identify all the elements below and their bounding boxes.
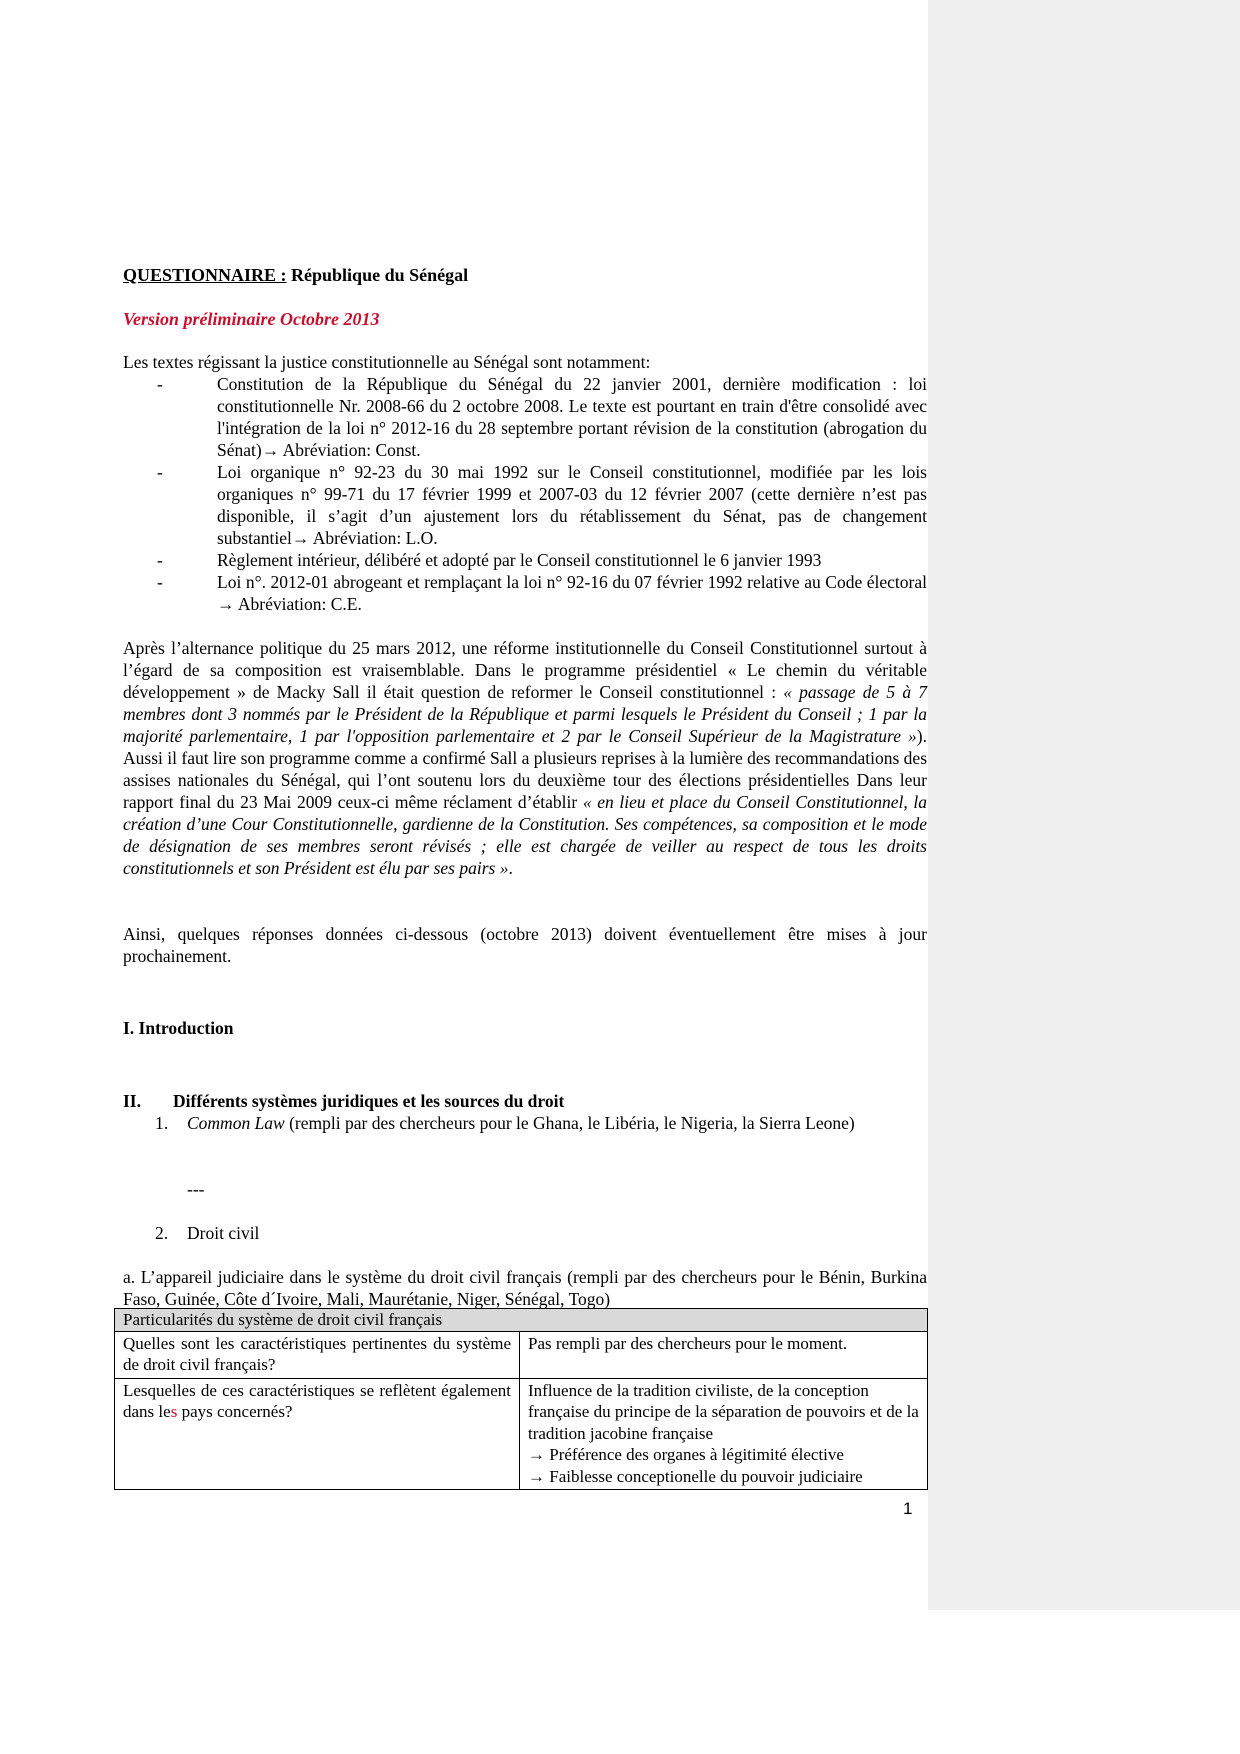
table-row — [115, 1331, 928, 1378]
document-title — [123, 264, 468, 286]
table-row — [115, 1378, 928, 1490]
list-item: - Constitution de la République du Sénégal du 22 janvier 2001, dernière modification : loi constitutionnelle Nr. 2008-66 du 2 octobre 2008. Le texte est pourtant en train d'être consolidé avec l'intégration de la loi n° 2012-16 du 28 septembre portant révision de la constitution (abrogation du Sénat)→ Abréviation: Const. — [157, 374, 927, 460]
intro-text: Les textes régissant la justice constitutionnelle au Sénégal sont notamment: — [123, 352, 651, 372]
table-cell-question: Lesquelles de ces caractéristiques se reflètent également dans les pays concernés? — [115, 1378, 520, 1490]
table-header: Particularités du système de droit civil français — [115, 1309, 928, 1332]
table-cell-answer: Pas rempli par des chercheurs pour le moment. — [520, 1331, 928, 1378]
page-number: 1 — [903, 1499, 913, 1518]
separator-text: --- — [187, 1179, 205, 1199]
update-note-paragraph: Ainsi, quelques réponses données ci-dessous (octobre 2013) doivent éventuellement être mises à jour prochainement. — [123, 924, 927, 966]
reform-paragraph: Après l’alternance politique du 25 mars 2012, une réforme institutionnelle du Conseil Constitutionnel surtout à l’égard de sa composition est vraisemblable. Dans le programme présidentiel « Le chemin du véritable développement » de Macky Sall il était question de reformer le Conseil constitutionnel : « passage de 5 à 7 membres dont 3 nommés par le Président de la République et parmi lesquels le Président du Conseil ; 1 par la majorité parlementaire, 1 par l'opposition parlementaire et 2 par le Conseil Supérieur de la Magistrature »). Aussi il faut lire son programme comme a confirmé Sall a plusieurs reprises à la lumière des recommandations des assises nationales du Sénégal, qui l’ont soutenu lors du deuxième tour des élections présidentielles Dans leur rapport final du 23 Mai 2009 ceux-ci même réclament d’établir « en lieu et place du Conseil Constitutionnel, la création d’une Cour Constitutionnelle, gardienne de la Constitution. Ses compétences, sa composition et le mode de désignation de ses membres seront révisés ; elle est chargée de veiller au respect de tous les droits constitutionnels et son Président est élu par ses pairs ». — [123, 638, 927, 878]
table-header-row — [115, 1309, 928, 1332]
legal-texts-list — [123, 373, 927, 615]
tracked-change-mark: s — [170, 1402, 178, 1421]
version-label: Version préliminaire Octobre 2013 — [123, 309, 380, 329]
section-heading-introduction: I. Introduction — [123, 1018, 234, 1038]
section-heading-legal-systems: II. Différents systèmes juridiques et les sources du droit — [123, 1091, 565, 1111]
title-country: République du Sénégal — [286, 265, 469, 285]
numbered-item-civil-law: 2. Droit civil — [155, 1223, 260, 1243]
list-item: - Règlement intérieur, délibéré et adopté par le Conseil constitutionnel le 6 janvier 1993 — [157, 550, 822, 570]
table-cell-question: Quelles sont les caractéristiques pertinentes du système de droit civil français? — [115, 1331, 520, 1378]
judiciary-paragraph: a. L’appareil judiciaire dans le système du droit civil français (rempli par des chercheurs pour le Bénin, Burkina Faso, Guinée, Côte d´Ivoire, Mali, Maurétanie, Niger, Sénégal, Togo) — [123, 1267, 927, 1309]
list-item: - Loi n°. 2012-01 abrogeant et remplaçant la loi n° 92-16 du 07 février 1992 relative au Code électoral → Abréviation: C.E. — [157, 572, 927, 614]
comment-margin-pane — [928, 0, 1240, 1610]
title-underlined: QUESTIONNAIRE : — [123, 265, 287, 285]
table-cell-answer: Influence de la tradition civiliste, de la conception française du principe de la séparation de pouvoirs et de la tradition jacobine française → Préférence des organes à légitimité élective → Faiblesse conceptionelle du pouvoir judiciaire — [520, 1378, 928, 1490]
civil-law-table — [114, 1308, 928, 1490]
list-item: - Loi organique n° 92-23 du 30 mai 1992 sur le Conseil constitutionnel, modifiée par les lois organiques n° 99-71 du 17 février 1999 et 2007-03 du 12 février 2007 (cette dernière n’est pas disponible, il s’agit d’un ajustement lors du rétablissement du Sénat, pas de changement substantiel→ Abréviation: L.O. — [157, 462, 927, 548]
numbered-item-common-law: 1. Common Law (rempli par des chercheurs pour le Ghana, le Libéria, le Nigeria, la Sierra Leone) — [155, 1113, 855, 1133]
